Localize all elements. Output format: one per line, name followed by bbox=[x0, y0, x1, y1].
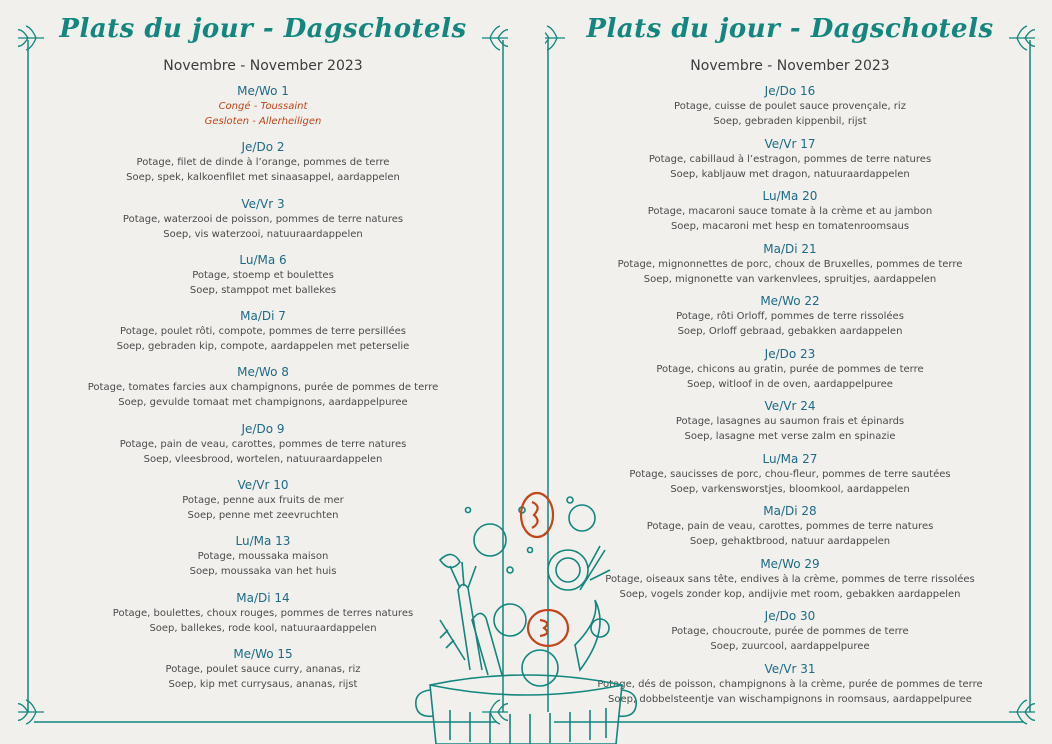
dish-line-fr: Potage, poulet rôti, compote, pommes de terre persillées bbox=[120, 326, 406, 338]
day-heading: Me/Wo 8 bbox=[237, 365, 289, 380]
dish-line-nl: Soep, vleesbrood, wortelen, natuuraardappelen bbox=[143, 453, 383, 465]
day-heading: Ve/Vr 31 bbox=[764, 661, 816, 676]
dish-line-nl: Soep, gebraden kip, compote, aardappelen met peterselie bbox=[116, 341, 410, 353]
day-entry bbox=[545, 188, 1035, 241]
day-heading: Je/Do 16 bbox=[764, 84, 816, 98]
day-heading: Lu/Ma 27 bbox=[762, 451, 818, 466]
day-entry bbox=[18, 139, 508, 195]
dish-line-nl: Soep, lasagne met verse zalm en spinazie bbox=[684, 431, 896, 442]
dish-line-nl: Soep, kip met currysaus, ananas, rijst bbox=[168, 678, 358, 690]
day-heading: Ve/Vr 24 bbox=[764, 399, 816, 413]
day-heading: Me/Wo 15 bbox=[233, 646, 293, 661]
dish-line-fr: Potage, tomates farcies aux champignons, purée de pommes de terre bbox=[87, 382, 439, 394]
dish-line-fr: Congé - Toussaint bbox=[218, 101, 308, 112]
dish-line-fr: Potage, dés de poisson, champignons à la crème, purée de pommes de terre bbox=[597, 678, 983, 690]
dish-line-fr: Potage, moussaka maison bbox=[197, 551, 329, 563]
day-entry bbox=[18, 421, 508, 477]
day-entry bbox=[545, 241, 1035, 294]
dish-line-fr: Potage, pain de veau, carottes, pommes de terre natures bbox=[646, 521, 934, 532]
day-entry bbox=[18, 196, 508, 252]
dish-line-fr: Potage, mignonnettes de porc, choux de Bruxelles, pommes de terre bbox=[617, 258, 963, 270]
day-heading: Ve/Vr 10 bbox=[237, 478, 289, 493]
dish-line-nl: Soep, vogels zonder kop, andijvie met room, gebakken aardappelen bbox=[619, 588, 961, 600]
day-heading: Lu/Ma 20 bbox=[762, 189, 818, 203]
dish-line-nl: Soep, mignonette van varkenvlees, spruitjes, aardappelen bbox=[643, 273, 937, 285]
dish-line-fr: Potage, penne aux fruits de mer bbox=[182, 495, 344, 507]
dish-line-fr: Potage, boulettes, choux rouges, pommes de terres natures bbox=[112, 607, 414, 619]
dish-line-nl: Soep, vis waterzooi, natuuraardappelen bbox=[163, 228, 363, 240]
day-entry bbox=[545, 398, 1035, 451]
day-heading: Ma/Di 7 bbox=[240, 309, 286, 324]
dish-line-nl: Soep, gehaktbrood, natuur aardappelen bbox=[689, 536, 891, 547]
day-heading: Ma/Di 21 bbox=[763, 241, 817, 256]
day-heading: Je/Do 30 bbox=[764, 609, 816, 623]
dish-line-fr: Potage, chicons au gratin, purée de pommes de terre bbox=[656, 363, 924, 375]
day-entry bbox=[545, 293, 1035, 346]
dish-line-nl: Gesloten - Allerheiligen bbox=[204, 116, 322, 127]
day-heading: Je/Do 2 bbox=[241, 140, 285, 155]
day-heading: Ma/Di 28 bbox=[763, 504, 817, 518]
day-entry bbox=[18, 364, 508, 420]
dish-line-nl: Soep, gebraden kippenbil, rijst bbox=[713, 116, 867, 127]
day-heading: Lu/Ma 13 bbox=[235, 534, 291, 549]
dish-line-fr: Potage, cuisse de poulet sauce provençale, riz bbox=[674, 101, 906, 112]
dish-line-fr: Potage, stoemp et boulettes bbox=[192, 269, 334, 281]
cooking-pot-illustration bbox=[410, 470, 642, 744]
dish-line-nl: Soep, kabljauw met dragon, natuuraardappelen bbox=[670, 168, 910, 180]
day-heading: Ma/Di 14 bbox=[236, 590, 290, 605]
dish-line-fr: Potage, cabillaud à l’estragon, pommes de terre natures bbox=[648, 153, 932, 165]
dish-line-fr: Potage, lasagnes au saumon frais et épinards bbox=[675, 416, 905, 427]
page-title: Plats du jour - Dagschotels bbox=[586, 14, 994, 44]
dish-line-fr: Potage, rôti Orloff, pommes de terre rissolées bbox=[676, 311, 904, 322]
day-entry bbox=[18, 308, 508, 364]
day-heading: Me/Wo 1 bbox=[237, 84, 289, 98]
dish-line-fr: Potage, pain de veau, carottes, pommes de terre natures bbox=[119, 438, 407, 450]
dish-line-nl: Soep, zuurcool, aardappelpuree bbox=[710, 641, 870, 652]
dish-line-fr: Potage, waterzooi de poisson, pommes de terre natures bbox=[122, 213, 404, 225]
dish-line-nl: Soep, spek, kalkoenfilet met sinaasappel, aardappelen bbox=[126, 172, 400, 184]
day-heading: Je/Do 23 bbox=[764, 346, 816, 361]
day-entry bbox=[545, 136, 1035, 189]
dish-line-fr: Potage, choucroute, purée de pommes de terre bbox=[671, 626, 909, 637]
day-heading: Ve/Vr 17 bbox=[764, 136, 816, 151]
day-heading: Lu/Ma 6 bbox=[239, 252, 287, 267]
day-entry bbox=[18, 83, 508, 139]
day-heading: Je/Do 9 bbox=[241, 421, 285, 436]
dish-line-nl: Soep, dobbelsteentje van wischampignons in roomsaus, aardappelpuree bbox=[608, 693, 972, 705]
dish-line-fr: Potage, oiseaux sans tête, endives à la crème, pommes de terre rissolées bbox=[605, 573, 975, 585]
dish-line-nl: Soep, stamppot met ballekes bbox=[189, 284, 337, 296]
dish-line-fr: Potage, macaroni sauce tomate à la crème et au jambon bbox=[647, 206, 933, 217]
dish-line-fr: Potage, poulet sauce curry, ananas, riz bbox=[165, 663, 361, 675]
dish-line-nl: Soep, ballekes, rode kool, natuuraardappelen bbox=[149, 622, 377, 634]
dish-line-nl: Soep, macaroni met hesp en tomatenroomsaus bbox=[670, 221, 910, 232]
month-subtitle: Novembre - November 2023 bbox=[163, 58, 363, 74]
month-subtitle: Novembre - November 2023 bbox=[690, 58, 890, 74]
day-heading: Ve/Vr 3 bbox=[241, 196, 285, 211]
page-title: Plats du jour - Dagschotels bbox=[59, 14, 467, 44]
day-entry bbox=[545, 83, 1035, 136]
day-heading: Me/Wo 29 bbox=[760, 556, 820, 571]
dish-line-nl: Soep, varkensworstjes, bloomkool, aardappelen bbox=[670, 483, 910, 495]
dish-line-nl: Soep, moussaka van het huis bbox=[189, 566, 337, 578]
day-entry bbox=[18, 252, 508, 308]
dish-line-nl: Soep, penne met zeevruchten bbox=[187, 510, 339, 522]
dish-line-nl: Soep, witloof in de oven, aardappelpuree bbox=[687, 378, 893, 390]
dish-line-fr: Potage, filet de dinde à l’orange, pommes de terre bbox=[136, 157, 390, 169]
dish-line-nl: Soep, gevulde tomaat met champignons, aardappelpuree bbox=[118, 397, 408, 409]
day-heading: Me/Wo 22 bbox=[760, 294, 820, 308]
dish-line-fr: Potage, saucisses de porc, chou-fleur, pommes de terre sautées bbox=[629, 468, 951, 480]
dish-line-nl: Soep, Orloff gebraad, gebakken aardappelen bbox=[677, 326, 903, 337]
day-entry bbox=[545, 346, 1035, 399]
